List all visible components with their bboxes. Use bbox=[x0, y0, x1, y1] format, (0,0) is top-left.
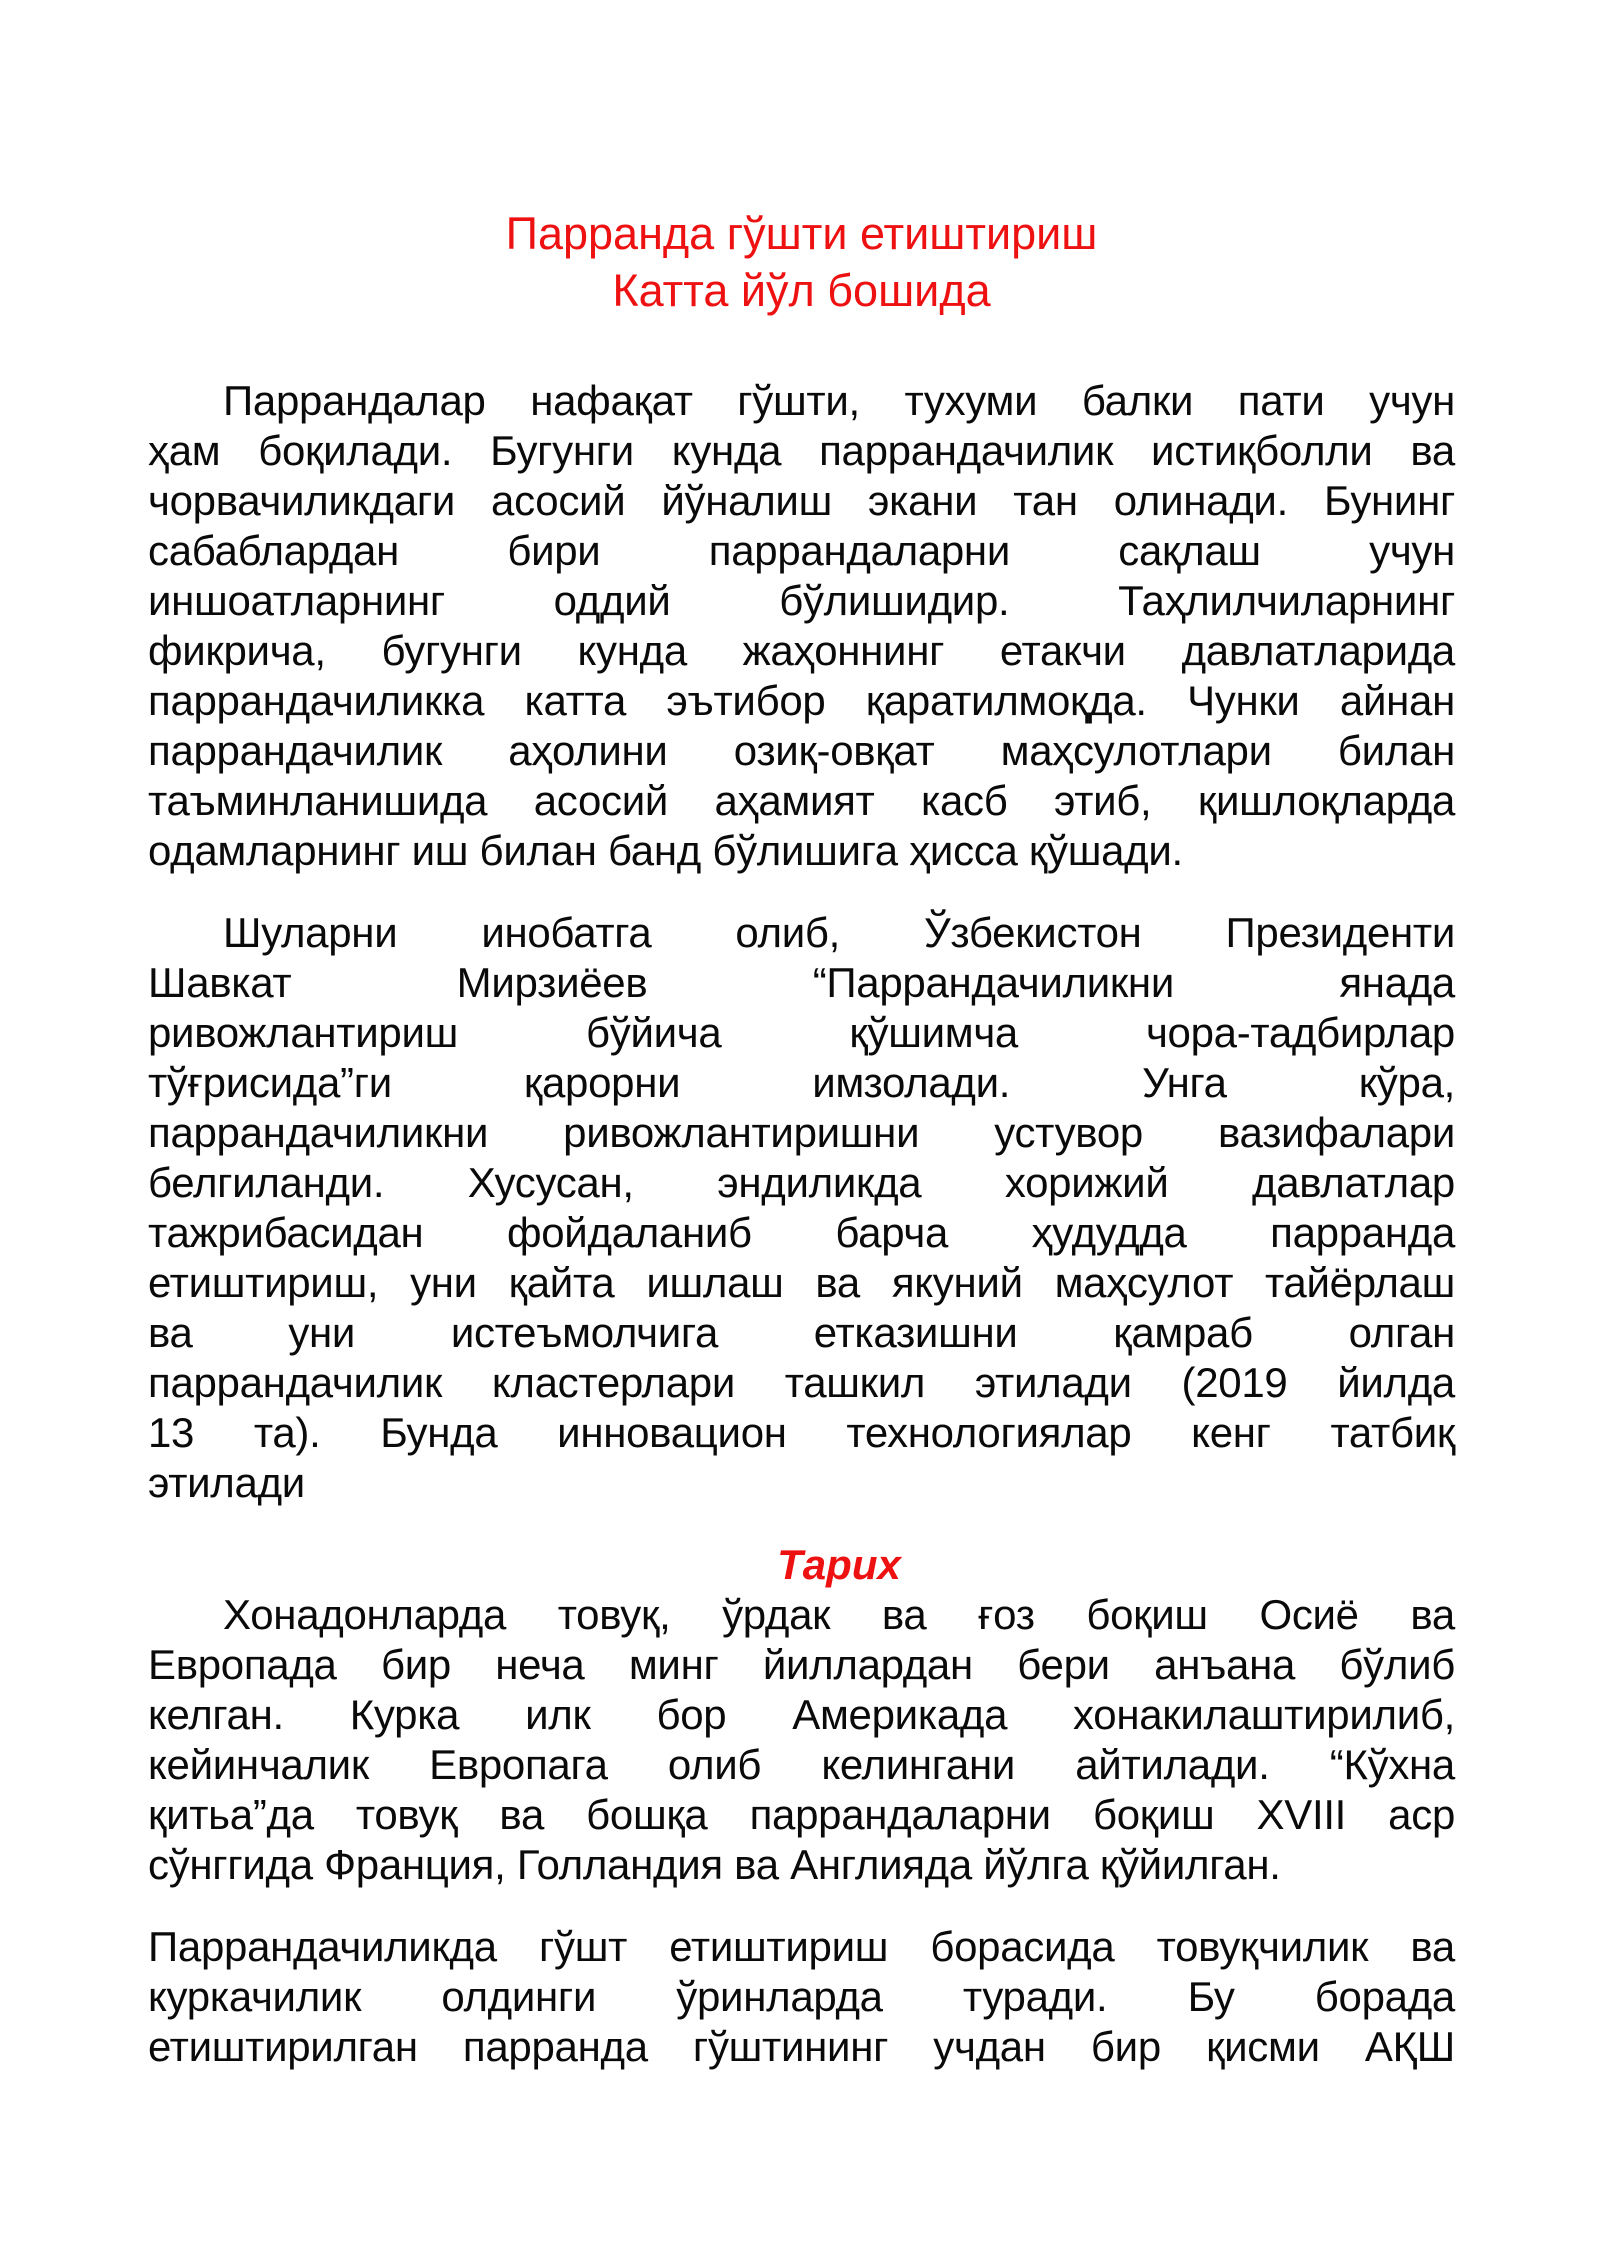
text-line: етиштирилган парранда гўштининг учдан бир қисми АҚШ bbox=[148, 2023, 1455, 2070]
text-line: ва уни истеъмолчига етказишни қамраб олган bbox=[148, 1309, 1455, 1356]
text-line: Шуларни инобатга олиб, Ўзбекистон Президенти bbox=[223, 909, 1455, 956]
text-line: паррандачилик кластерлари ташкил этилади (2019 йилда bbox=[148, 1359, 1455, 1406]
text-line: 13 та). Бунда инновацион технологиялар кенг татбиқ bbox=[148, 1409, 1455, 1456]
text-line: таъминланишида асосий аҳамият касб этиб, қишлоқларда bbox=[148, 777, 1455, 824]
text-line: ҳам боқилади. Бугунги кунда паррандачилик истиқболли ва bbox=[148, 427, 1455, 474]
paragraph bbox=[148, 376, 1455, 876]
text-line: сабаблардан бири паррандаларни сақлаш учун bbox=[148, 527, 1455, 574]
text-line: тажрибасидан фойдаланиб барча ҳудудда парранда bbox=[148, 1209, 1455, 1256]
text-line: қитьа”да товуқ ва бошқа паррандаларни боқиш XVIII аср bbox=[148, 1791, 1455, 1838]
text-line: Европада бир неча минг йиллардан бери анъана бўлиб bbox=[148, 1641, 1455, 1688]
paragraph bbox=[148, 908, 1455, 1508]
text-line: Паррандалар нафақат гўшти, тухуми балки пати учун bbox=[223, 377, 1455, 424]
text-line: келган. Курка илк бор Америкада хонакилаштирилиб, bbox=[148, 1691, 1455, 1738]
text-line: сўнггида Франция, Голландия ва Англияда йўлга қўйилган. bbox=[148, 1841, 1281, 1888]
text-line: кейинчалик Европага олиб келингани айтилади. “Кўхна bbox=[148, 1741, 1455, 1788]
text-line: ривожлантириш бўйича қўшимча чора-тадбирлар bbox=[148, 1009, 1455, 1056]
paragraph bbox=[148, 1922, 1455, 2072]
text-line: фикрича, бугунги кунда жаҳоннинг етакчи давлатларида bbox=[148, 627, 1455, 674]
text-line: Хонадонларда товуқ, ўрдак ва ғоз боқиш Осиё ва bbox=[223, 1591, 1455, 1638]
text-line: паррандачиликка катта эътибор қаратилмоқда. Чунки айнан bbox=[148, 677, 1455, 724]
title-line-2: Катта йўл бошида bbox=[612, 265, 991, 316]
paragraph bbox=[148, 1590, 1455, 1890]
text-line: белгиланди. Хусусан, эндиликда хорижий давлатлар bbox=[148, 1159, 1455, 1206]
text-line: тўғрисида”ги қарорни имзолади. Унга кўра, bbox=[148, 1059, 1455, 1106]
text-line: этилади bbox=[148, 1459, 305, 1506]
text-line: паррандачиликни ривожлантиришни устувор вазифалари bbox=[148, 1109, 1455, 1156]
text-line: паррандачилик аҳолини озиқ-овқат маҳсулотлари билан bbox=[148, 727, 1455, 774]
title-line-1: Парранда гўшти етиштириш bbox=[505, 208, 1098, 259]
text-line: одамларнинг иш билан банд бўлишига ҳисса қўшади. bbox=[148, 827, 1183, 874]
section-heading: Тарих bbox=[777, 1541, 901, 1588]
text-line: Паррандачиликда гўшт етиштириш борасида товуқчилик ва bbox=[148, 1923, 1455, 1970]
text-line: иншоатларнинг оддий бўлишидир. Таҳлилчиларнинг bbox=[148, 577, 1455, 624]
document-body bbox=[148, 376, 1455, 2072]
text-line: етиштириш, уни қайта ишлаш ва якуний маҳсулот тайёрлаш bbox=[148, 1259, 1455, 1306]
text-line: куркачилик олдинги ўринларда туради. Бу борада bbox=[148, 1973, 1455, 2020]
document-content bbox=[148, 205, 1455, 2104]
text-line: Шавкат Мирзиёев “Паррандачиликни янада bbox=[148, 959, 1455, 1006]
document-title bbox=[148, 205, 1455, 319]
text-line: чорвачиликдаги асосий йўналиш экани тан олинади. Бунинг bbox=[148, 477, 1455, 524]
